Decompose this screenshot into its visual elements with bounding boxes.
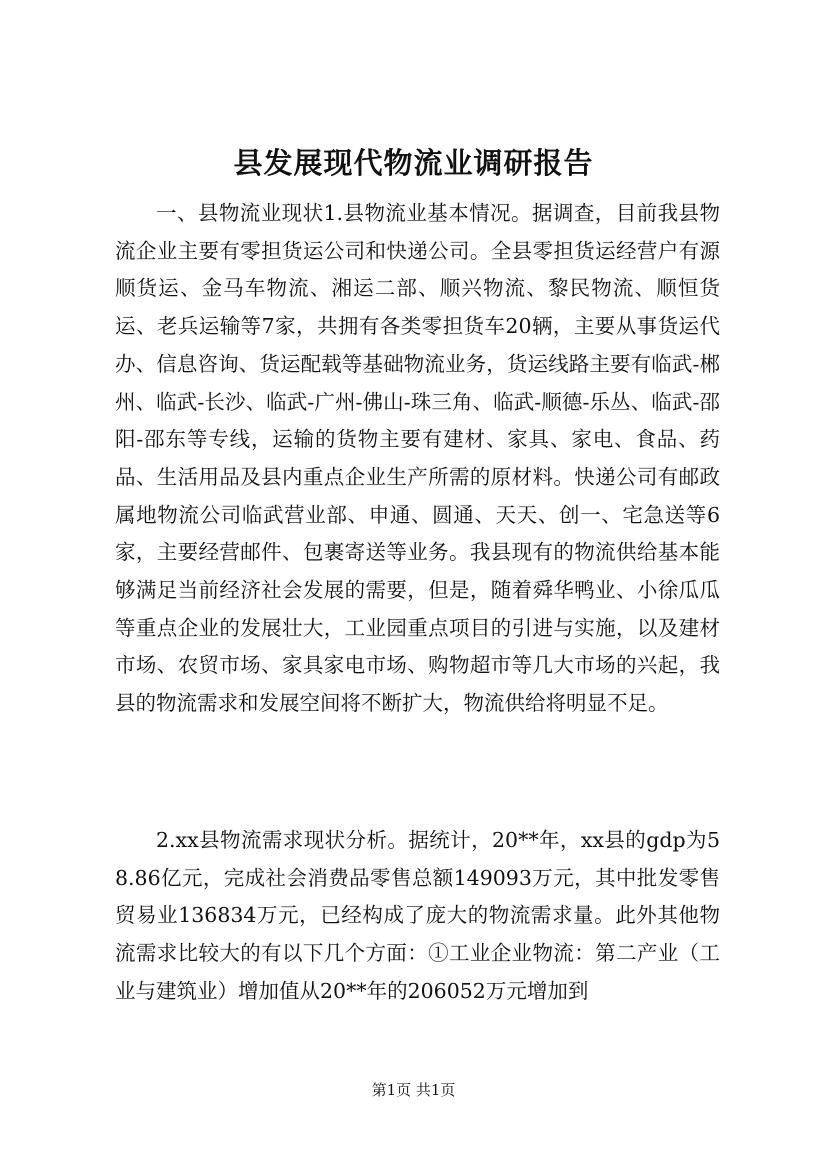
paragraph-2: 2.xx县物流需求现状分析。据统计，20**年，xx县的gdp为58.86亿元，完成社会消费品零售总额149093万元，其中批发零售贸易业136834万元，已经构成了庞大的物流需求量。此外其他物流需求比较大的有以下几个方面：①工业企业物流：第二产业（工业与建筑业）增加值从20**年的206052万元增加到 [115, 828, 720, 1003]
page-footer: 第1页 共1页 [371, 1081, 456, 1099]
paragraph-1: 一、县物流业现状1.县物流业基本情况。据调查，目前我县物流企业主要有零担货运公司和快递公司。全县零担货运经营户有源顺货运、金马车物流、湘运二部、顺兴物流、黎民物流、顺恒货运、老兵运输等7家，共拥有各类零担货车20辆，主要从事货运代办、信息咨询、货运配载等基础物流业务，货运线路主要有临武-郴州、临武-长沙、临武-广州-佛山-珠三角、临武-顺德-乐丛、临武-邵阳-邵东等专线，运输的货物主要有建材、家具、家电、食品、药品、生活用品及县内重点企业生产所需的原材料。快递公司有邮政属地物流公司临武营业部、申通、圆通、天天、创一、宅急送等6家，主要经营邮件、包裹寄送等业务。我县现有的物流供给基本能够满足当前经济社会发展的需要，但是，随着舜华鸭业、小徐瓜瓜等重点企业的发展壮大，工业园重点项目的引进与实施，以及建材市场、农贸市场、家具家电市场、购物超市等几大市场的兴起，我县的物流需求和发展空间将不断扩大，物流供给将明显不足。 [115, 201, 720, 716]
document-title: 县发展现代物流业调研报告 [233, 146, 594, 180]
